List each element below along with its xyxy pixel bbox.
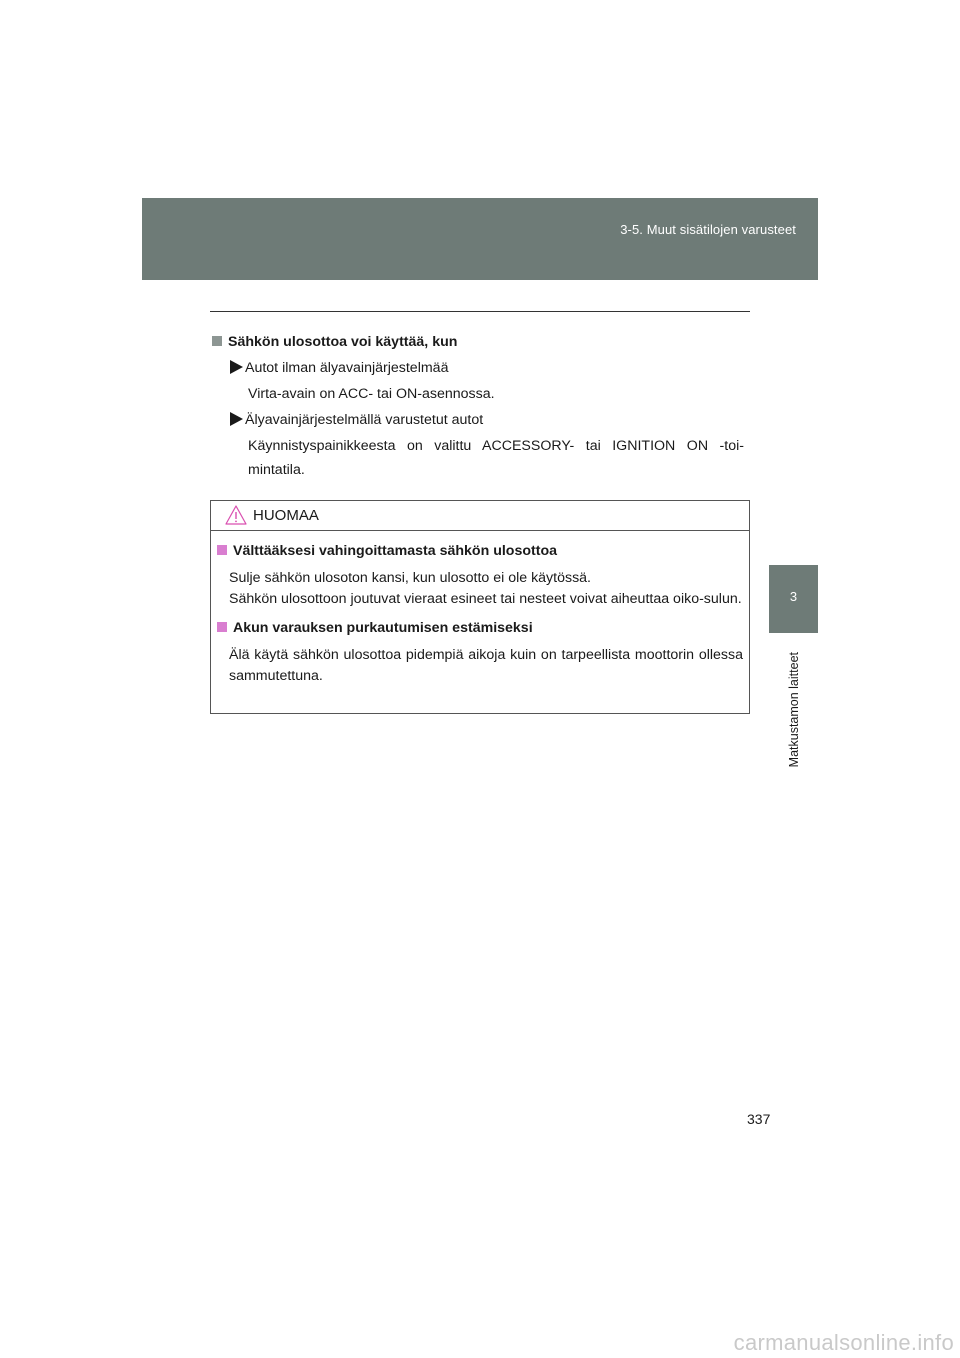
- condition-item: [212, 408, 744, 432]
- notice-title: HUOMAA: [253, 507, 319, 524]
- notice-body: [211, 531, 749, 687]
- notice-header: [211, 501, 749, 531]
- section-heading: [212, 330, 744, 354]
- notice-heading-text: Akun varauksen purkautumisen estämiseksi: [233, 620, 533, 636]
- square-bullet-icon: [217, 545, 227, 555]
- notice-paragraph: [217, 568, 743, 610]
- condition-title: Älyavainjärjestelmällä varustetut autot: [245, 412, 484, 428]
- condition-title: Autot ilman älyavainjärjestelmää: [245, 360, 449, 376]
- section-divider: [210, 311, 750, 312]
- square-bullet-icon: [217, 622, 227, 632]
- page-number: 337: [747, 1111, 771, 1127]
- square-bullet-icon: [212, 336, 222, 346]
- chapter-number-tab: 3: [769, 565, 818, 633]
- condition-item: [212, 356, 744, 380]
- chapter-label: [771, 635, 817, 785]
- triangle-right-icon: [230, 360, 243, 374]
- notice-line: Sähkön ulosottoon joutuvat vieraat esineet tai nesteet voivat aiheuttaa oiko-sulun.: [229, 591, 742, 607]
- condition-text: Käynnistyspainikkeesta on valittu ACCESSORY- tai IGNITION ON -toi-mintatila.: [248, 438, 744, 478]
- notice-line: Sulje sähkön ulosoton kansi, kun ulosotto ei ole käytössä.: [229, 570, 592, 586]
- notice-heading: [217, 618, 743, 639]
- condition-text: Virta-avain on ACC- tai ON-asennossa.: [248, 386, 495, 402]
- header-band: [142, 198, 818, 280]
- section-title: 3-5. Muut sisätilojen varusteet: [620, 222, 796, 237]
- notice-heading-text: Välttääksesi vahingoittamasta sähkön ulosottoa: [233, 543, 558, 559]
- notice-paragraph: Älä käytä sähkön ulosottoa pidempiä aikoja kuin on tarpeellista moottorin ollessa sammutettuna.: [229, 647, 743, 684]
- warning-triangle-icon: [225, 505, 247, 525]
- chapter-label-text: Matkustamon laitteet: [787, 652, 801, 768]
- notice-heading: [217, 541, 743, 562]
- watermark: carmanualsonline.info: [733, 1330, 954, 1355]
- main-section: [212, 330, 744, 482]
- notice-box: [210, 500, 750, 714]
- triangle-right-icon: [230, 412, 243, 426]
- section-heading-text: Sähkön ulosottoa voi käyttää, kun: [228, 334, 458, 350]
